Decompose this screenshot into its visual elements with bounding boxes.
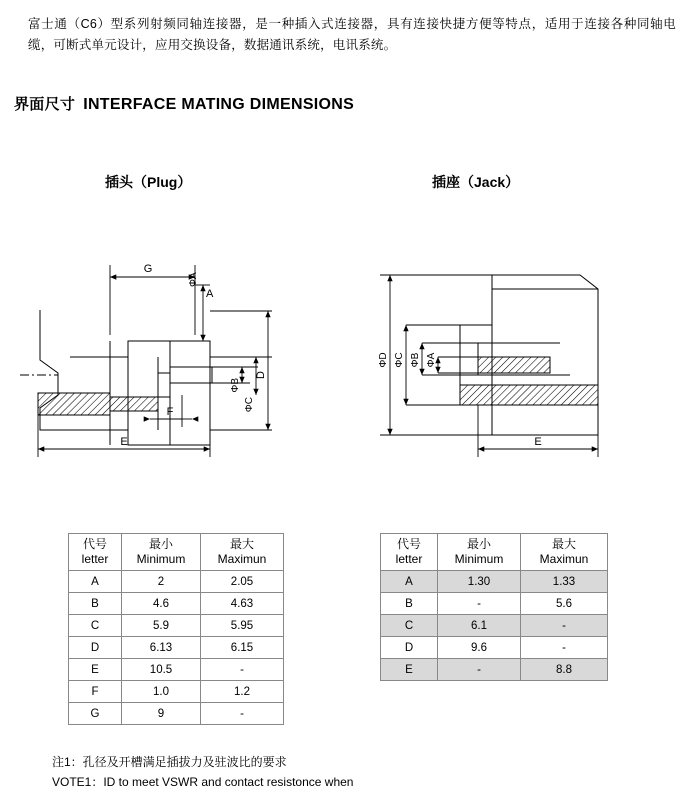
label-D: D [255,371,267,379]
cell-letter: D [381,637,438,659]
cell-max: 1.33 [521,571,608,593]
cell-min: 6.13 [122,637,201,659]
header-letter: 代号 letter [69,534,122,571]
table-row [69,637,284,659]
table-row [381,637,608,659]
label-phi-B: ΦB [230,378,241,393]
table-header-row [69,534,284,571]
cell-letter: D [69,637,122,659]
header-maximum: 最大 Maximun [201,534,284,571]
table-row [69,571,284,593]
cell-max: 4.63 [201,593,284,615]
cell-letter: B [381,593,438,615]
table-row [69,659,284,681]
header-minimum: 最小 Minimum [122,534,201,571]
plug-column-title: 插头（Plug） [105,174,192,190]
plug-technical-drawing [10,245,310,480]
label-A: A [206,288,214,300]
cell-min: 1.30 [438,571,521,593]
note-line-en: VOTE1：ID to meet VSWR and contact resistonce when [52,775,354,789]
footer-notes [52,752,353,792]
cell-max: 6.15 [201,637,284,659]
cell-letter: G [69,703,122,725]
intro-paragraph: 富士通（C6）型系列射频同轴连接器，是一种插入式连接器，具有连接快捷方便等特点，适用于连接各种同轴电缆，可断式单元设计，应用交换设备，数据通讯系统，电讯系统。 [28,17,676,52]
page-title [14,93,354,114]
header-letter: 代号 letter [381,534,438,571]
plug-dimension-table [68,533,284,725]
cell-min: 5.9 [122,615,201,637]
cell-max: - [201,659,284,681]
cell-min: 4.6 [122,593,201,615]
cell-max: 5.6 [521,593,608,615]
label-F: F [166,406,174,418]
table-header-row [381,534,608,571]
cell-min: - [438,659,521,681]
cell-min: - [438,593,521,615]
label-phi-C: ΦC [244,397,255,413]
cell-max: - [521,615,608,637]
table-row [69,703,284,725]
label-G: G [143,263,153,275]
table-row [69,615,284,637]
cell-max: 8.8 [521,659,608,681]
jack-dimension-table [380,533,608,681]
table-row [69,681,284,703]
header-maximum: 最大 Maximun [521,534,608,571]
cell-letter: B [69,593,122,615]
table-row [381,593,608,615]
cell-letter: F [69,681,122,703]
label-phi-B: ΦB [410,352,421,368]
cell-min: 9 [122,703,201,725]
table-row [381,659,608,681]
cell-letter: C [381,615,438,637]
cell-letter: C [69,615,122,637]
cell-letter: A [69,571,122,593]
label-phi-A: ΦA [426,352,437,368]
label-phi-C: ΦC [394,352,405,368]
cell-letter: E [69,659,122,681]
cell-max: 2.05 [201,571,284,593]
cell-max: - [201,703,284,725]
table-row [381,571,608,593]
header-minimum: 最小 Minimum [438,534,521,571]
cell-max: 5.95 [201,615,284,637]
cell-min: 2 [122,571,201,593]
cell-min: 10.5 [122,659,201,681]
page-title-en: INTERFACE MATING DIMENSIONS [83,96,355,113]
note-line-cn: 注1：孔径及开槽满足插拔力及驻波比的要求 [52,755,287,769]
jack-technical-drawing [360,245,660,480]
label-phi-D: ΦD [378,352,389,368]
cell-letter: A [381,571,438,593]
cell-letter: E [381,659,438,681]
label-E: E [534,436,542,448]
page-title-cn: 界面尺寸 [14,96,76,113]
cell-min: 6.1 [438,615,521,637]
cell-min: 1.0 [122,681,201,703]
cell-max: - [521,637,608,659]
label-E: E [120,436,128,448]
jack-column-title: 插座（Jack） [432,174,520,190]
table-row [381,615,608,637]
label-phi-A: ΦA [188,272,199,287]
cell-max: 1.2 [201,681,284,703]
cell-min: 9.6 [438,637,521,659]
table-row [69,593,284,615]
